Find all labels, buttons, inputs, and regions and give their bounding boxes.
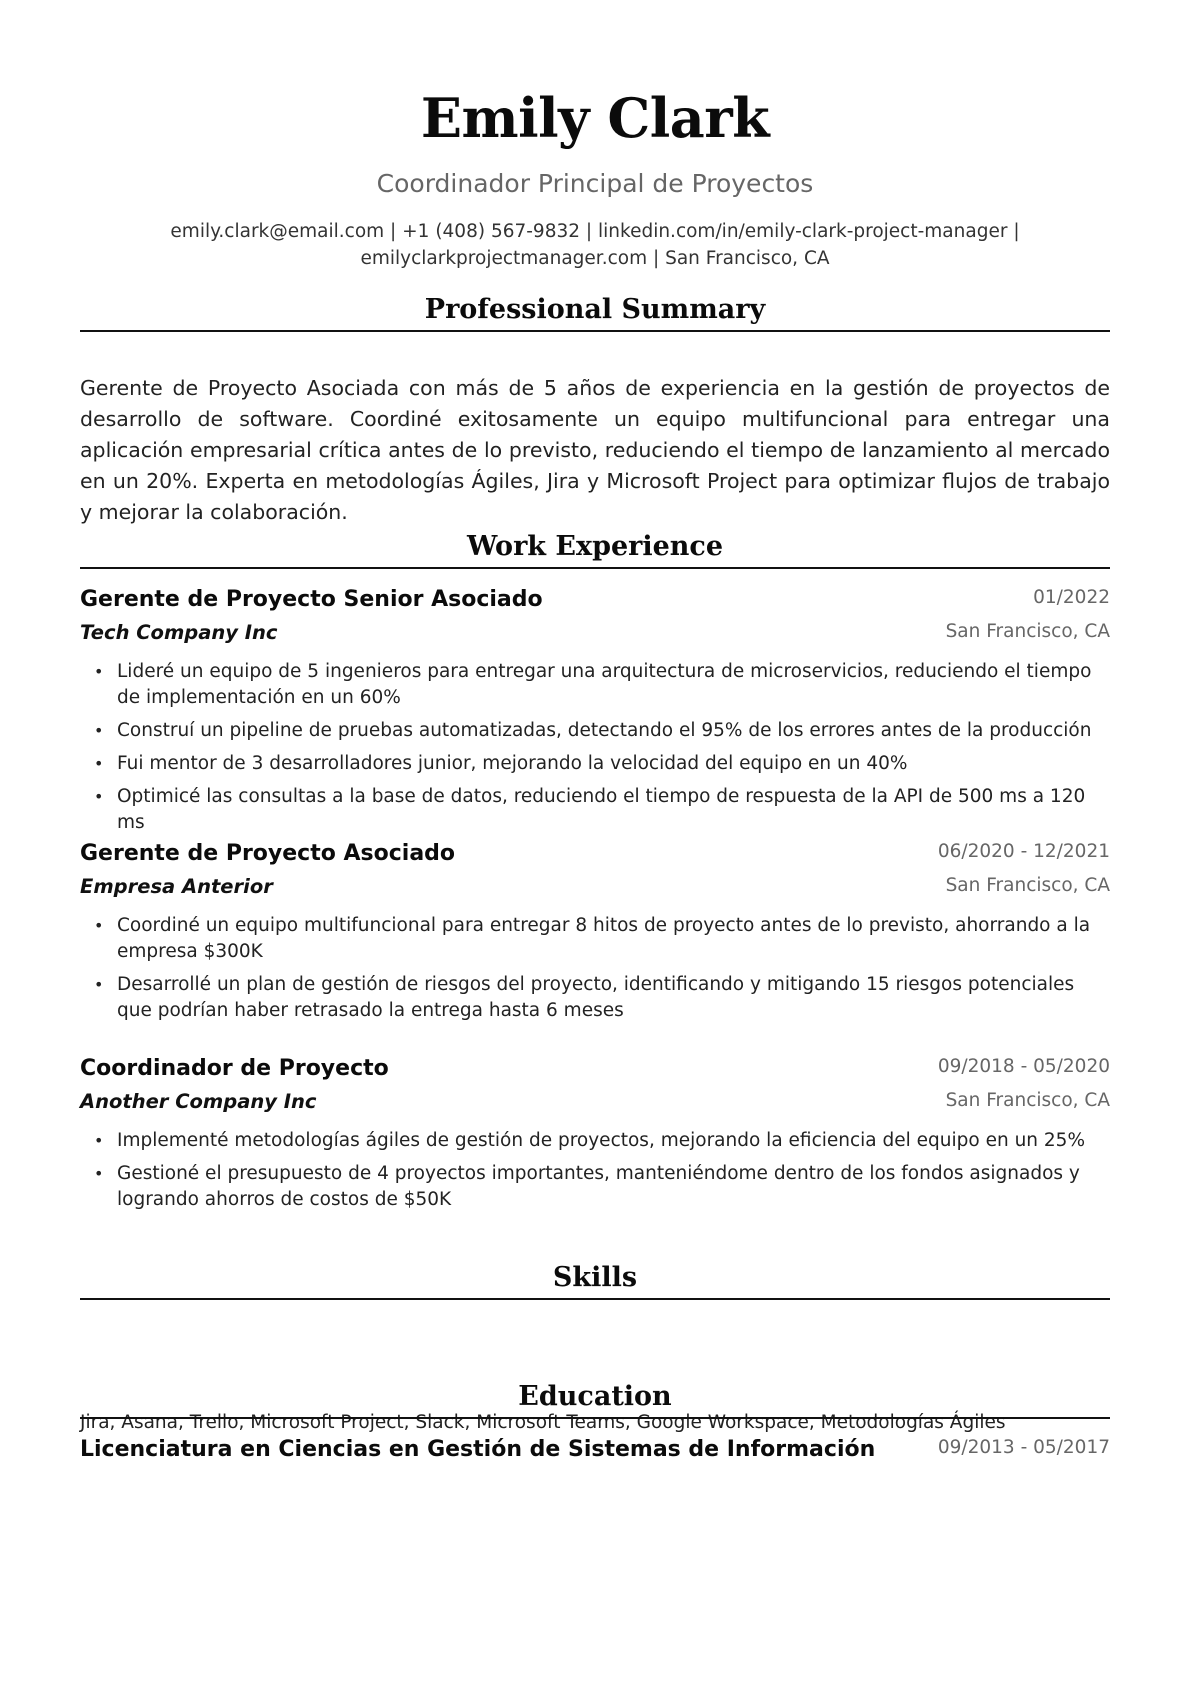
skills-divider <box>80 1298 1110 1300</box>
job-title: Gerente de Proyecto Senior Asociado <box>80 587 543 612</box>
job-bullets <box>80 1128 1110 1220</box>
job-location: San Francisco, CA <box>945 1090 1110 1111</box>
job-bullet: • Gestioné el presupuesto de 4 proyectos importantes, manteniéndome dentro de los fondos asignados y logrando ahorros de costos de $50K <box>80 1161 1110 1213</box>
summary-text: Gerente de Proyecto Asociada con más de 5 años de experiencia en la gestión de proyectos de desarrollo de software. Coordiné exitosamente un equipo multifuncional para entregar una aplicación empresarial crítica antes de lo previsto, reduciendo el tiempo de lanzamiento al mercado en un 20%. Experta en metodologías Ágiles, Jira y Microsoft Project para optimizar flujos de trabajo y mejorar la colaboración. <box>80 376 1110 524</box>
degree-title: Licenciatura en Ciencias en Gestión de Sistemas de Información <box>80 1437 876 1462</box>
job-bullets <box>80 659 1110 843</box>
job-bullet: • Optimicé las consultas a la base de datos, reduciendo el tiempo de respuesta de la API de 500 ms a 120 ms <box>80 784 1110 836</box>
job-location: San Francisco, CA <box>945 875 1110 896</box>
candidate-name: Emily Clark <box>420 86 770 150</box>
skills-list: Jira, Asana, Trello, Microsoft Project, Slack, Microsoft Teams, Google Workspace, Metodologías Ágiles <box>80 1412 1006 1433</box>
job-company: Tech Company Inc <box>80 621 278 644</box>
contact-info <box>140 218 1050 272</box>
skills-heading: Skills <box>552 1262 638 1293</box>
job-company: Empresa Anterior <box>80 875 273 898</box>
job-bullet: • Desarrollé un plan de gestión de riesgos del proyecto, identificando y mitigando 15 riesgos potenciales que podrían haber retrasado la entrega hasta 6 meses <box>80 972 1110 1024</box>
contact-line-2: emilyclarkprojectmanager.com | San Francisco, CA <box>360 248 830 269</box>
summary-divider <box>80 330 1110 332</box>
job-title: Coordinador de Proyecto <box>80 1056 389 1081</box>
education-heading: Education <box>518 1381 672 1412</box>
job-bullet: • Fui mentor de 3 desarrolladores junior, mejorando la velocidad del equipo en un 40% <box>80 751 1110 777</box>
experience-divider <box>80 567 1110 569</box>
job-location: San Francisco, CA <box>945 621 1110 642</box>
job-bullet: • Coordiné un equipo multifuncional para entregar 8 hitos de proyecto antes de lo previsto, ahorrando a la empresa $300K <box>80 913 1110 965</box>
candidate-title: Coordinador Principal de Proyectos <box>376 169 814 198</box>
education-divider <box>80 1417 1110 1419</box>
education-date: 09/2013 - 05/2017 <box>937 1437 1110 1458</box>
job-bullets <box>80 913 1110 1031</box>
job-title: Gerente de Proyecto Asociado <box>80 841 456 866</box>
job-date: 06/2020 - 12/2021 <box>937 841 1110 862</box>
job-date: 09/2018 - 05/2020 <box>937 1056 1110 1077</box>
job-bullet: • Lideré un equipo de 5 ingenieros para entregar una arquitectura de microservicios, reduciendo el tiempo de implementación en un 60% <box>80 659 1110 711</box>
job-date: 01/2022 <box>1033 587 1110 608</box>
job-company: Another Company Inc <box>80 1090 317 1113</box>
experience-heading: Work Experience <box>466 531 724 562</box>
contact-line-1: emily.clark@email.com | +1 (408) 567-9832 | linkedin.com/in/emily-clark-project-manager | <box>170 221 1020 242</box>
job-bullet: • Implementé metodologías ágiles de gestión de proyectos, mejorando la eficiencia del equipo en un 25% <box>80 1128 1110 1154</box>
job-bullet: • Construí un pipeline de pruebas automatizadas, detectando el 95% de los errores antes de la producción <box>80 718 1110 744</box>
summary-heading: Professional Summary <box>424 294 766 325</box>
